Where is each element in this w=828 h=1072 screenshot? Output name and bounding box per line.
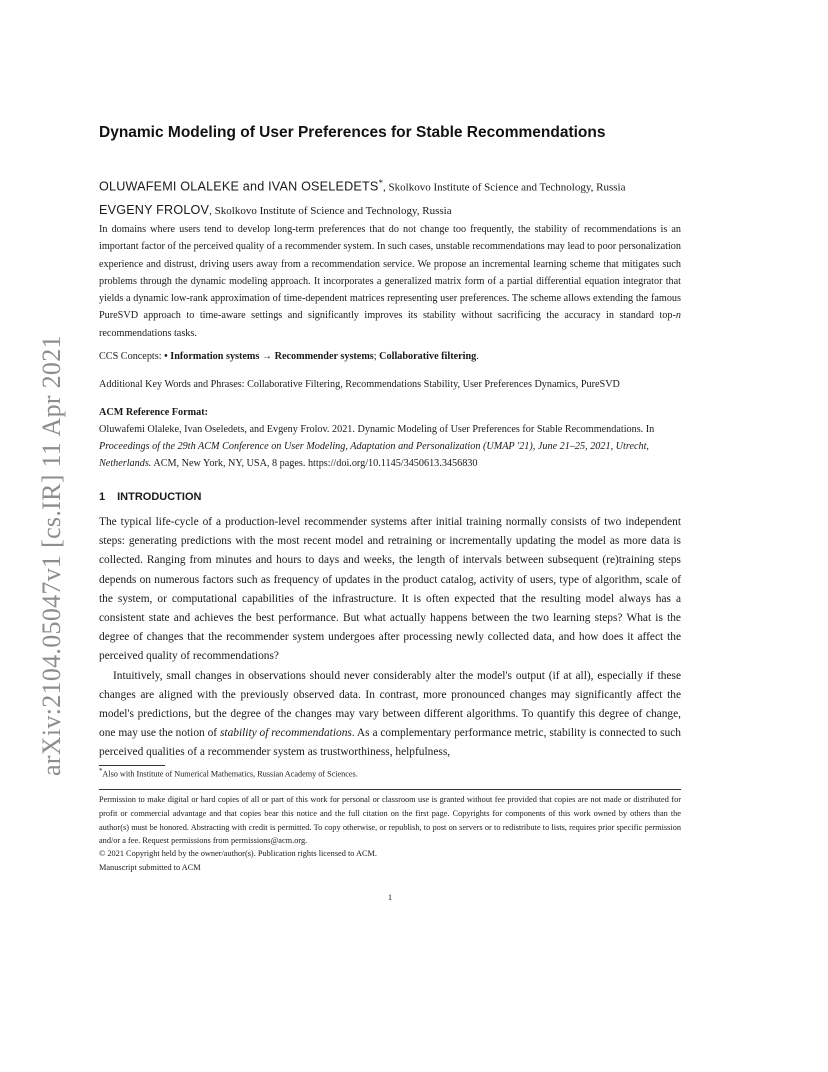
copyright-block	[99, 847, 377, 875]
section-heading	[99, 491, 201, 503]
permission-rule	[99, 789, 681, 790]
footnote-text: Also with Institute of Numerical Mathematics, Russian Academy of Sciences.	[102, 769, 358, 779]
permission-notice: Permission to make digital or hard copies of all or part of this work for personal or classroom use is granted without fee provided that copies are not made or distributed for profit or commercial advantage and that copies bear this notice and the full citation on the first page. Copyrights for components of this work owned by others than the author(s) must be honored. Abstracting with credit is permitted. To copy otherwise, or republish, to post on servers or to redistribute to lists, requires prior specific permission and/or a fee. Request permissions from permissions@acm.org.	[99, 795, 681, 846]
copyright-line: © 2021 Copyright held by the owner/author(s). Publication rights licensed to ACM.	[99, 849, 377, 858]
footnote-mark: *	[99, 768, 103, 775]
ccs-arrow: →	[259, 351, 275, 362]
author-affiliation-1: , Skolkovo Institute of Science and Technology, Russia	[383, 181, 626, 194]
section-number: 1	[99, 491, 106, 503]
paragraph-1: The typical life-cycle of a production-level recommender systems after initial training normally consists of two independent steps: generating predictions with the most recent model and retraining or incrementally updating the model as more data is collected. Ranging from minutes and hours to days and weeks, the length of intervals between subsequent (re)training steps depends on numerous factors such as frequency of updates in the product catalog, activity of users, type of algorithm, scale of the system, or computational capabilities of the infrastructure. It is often expected that the resulting model always has a consistent state and achieves the best performance. But what actually happens between the two learning steps? What is the degree of changes that the recommender system undergoes after processing newly collected data, and how does it affect the perceived quality of recommendations?	[99, 516, 681, 663]
ccs-separator: ;	[373, 351, 380, 362]
abstract-text-end: recommendations tasks.	[99, 327, 197, 339]
acm-reference-heading: ACM Reference Format:	[99, 407, 208, 418]
acm-reference-text	[99, 421, 681, 472]
ccs-concept-2: Recommender systems	[274, 351, 374, 362]
section-title: INTRODUCTION	[117, 491, 202, 503]
abstract-n: n	[675, 310, 681, 322]
ccs-concepts	[99, 351, 479, 362]
ccs-concept-1: Information systems	[170, 351, 260, 362]
ccs-bullet: •	[164, 351, 171, 362]
page-number: 1	[387, 892, 393, 902]
p2-text: Intuitively, small changes in observations should never considerably alter the model's output (if at all), especially if these changes are aligned with the previously observed data. In contrast, more pronounced changes may significantly affect the model's predictions, but the degree of the changes may vary between different algorithms. To quantify this degree of change, one may use the notion of	[99, 669, 681, 740]
acm-ref-venue: Proceedings of the 29th ACM Conference on User Modeling, Adaptation and Personalization (UMAP '21), June 21–25, 2021, Utrecht, Netherlands.	[99, 441, 649, 469]
abstract	[99, 221, 681, 342]
body-text	[99, 513, 681, 763]
abstract-text: In domains where users tend to develop long-term preferences that do not change too frequently, the stability of recommendations is an important factor of the perceived quality of a recommender system. In such cases, unstable recommendations may lead to poor personalization experience and distrust, driving users away from a recommendation service. We propose an incremental learning scheme that mitigates such problems through the dynamic modeling approach. It incorporates a generalized matrix form of a partial differential equation integrator that yields a dynamic low-rank approximation of time-dependent matrices representing user preferences. The scheme allows extending the famous PureSVD approach to time-aware settings and significantly improves its stability without sacrificing the accuracy in standard top-	[99, 224, 681, 322]
footnote	[99, 768, 358, 779]
author-line-2	[99, 199, 699, 222]
author-names-1: OLUWAFEMI OLALEKE and IVAN OSELEDETS	[99, 179, 379, 194]
author-names-2: EVGENY FROLOV	[99, 202, 210, 217]
paragraph-2	[99, 667, 681, 763]
acm-ref-tail: ACM, New York, NY, USA, 8 pages. https://doi.org/10.1145/3450613.3456830	[151, 458, 478, 469]
ccs-label: CCS Concepts:	[99, 351, 165, 362]
author-block	[99, 172, 699, 222]
p2-text-end: . As a complementary performance metric, stability is connected to such perceived qualities of a recommender system as trustworthiness, helpfulness,	[99, 727, 681, 759]
ccs-concept-3: Collaborative filtering	[379, 351, 477, 362]
acm-reference	[99, 404, 681, 472]
footnote-rule	[99, 765, 165, 766]
author-line-1	[99, 172, 699, 199]
keywords: Additional Key Words and Phrases: Collaborative Filtering, Recommendations Stability, User Preferences Dynamics, PureSVD	[99, 379, 620, 390]
manuscript-line: Manuscript submitted to ACM	[99, 862, 201, 872]
arxiv-side-label: arXiv:2104.05047v1 [cs.IR] 11 Apr 2021	[37, 335, 66, 776]
acm-ref-line: Oluwafemi Olaleke, Ivan Oseledets, and Evgeny Frolov. 2021. Dynamic Modeling of User Preferences for Stable Recommendations. In	[99, 424, 655, 435]
ccs-end: .	[476, 351, 479, 362]
paper-title: Dynamic Modeling of User Preferences for Stable Recommendations	[99, 124, 606, 141]
author-footnote-mark: *	[378, 178, 384, 188]
author-affiliation-2: , Skolkovo Institute of Science and Technology, Russia	[209, 204, 452, 217]
p2-emphasis: stability of recommendations	[219, 727, 352, 740]
